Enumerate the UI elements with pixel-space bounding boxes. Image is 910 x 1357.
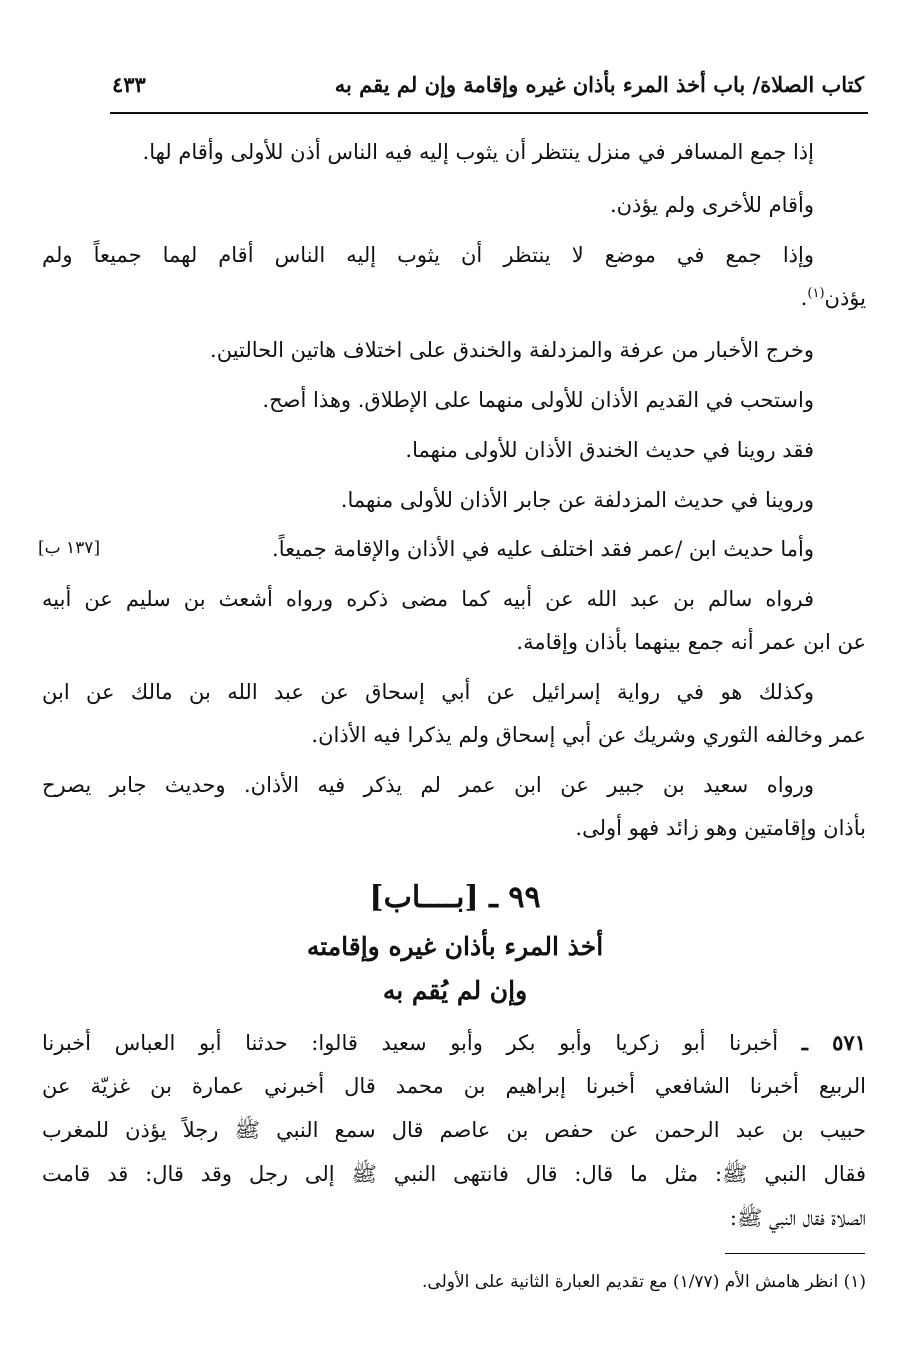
chapter-title: أخذ المرء بأذان غيره وإقامته — [306, 932, 604, 961]
chapter-subtitle: وإن لم يُقم به — [382, 976, 528, 1005]
paragraph-line: عمر وخالفه الثوري وشريك عن أبي إسحاق ولم يذكرا فيه الأذان. — [311, 723, 866, 747]
hadith-text: أخبرنا أبو زكريا وأبو بكر وأبو سعيد قالوا: حدثنا أبو العباس أخبرنا — [42, 1031, 779, 1055]
footnote: (١) انظر هامش الأم (١/٧٧) مع تقديم العبارة الثانية على الأولى. — [422, 1272, 866, 1292]
hadith-line: الصلاة فقال النبي ﷺ: — [729, 1206, 866, 1230]
paragraph-line: فقد روينا في حديث الخندق الأذان للأولى منهما. — [405, 438, 814, 462]
hadith-line: الربيع أخبرنا الشافعي أخبرنا إبراهيم بن محمد قال أخبرني عمارة بن غزيّة عن — [42, 1074, 866, 1098]
paragraph-line: وإذا جمع في موضع لا ينتظر أن يثوب إليه الناس أقام لهما جميعاً ولم — [42, 243, 814, 267]
hadith-line: فقال النبي ﷺ: مثل ما قال: قال فانتهى النبي ﷺ إلى رجل وقد قال: قد قامت — [42, 1162, 866, 1186]
paragraph-line: وروينا في حديث المزدلفة عن جابر الأذان للأولى منهما. — [340, 488, 814, 512]
running-header-title: كتاب الصلاة/ باب أخذ المرء بأذان غيره وإقامة وإن لم يقم به — [334, 72, 864, 97]
chapter-number: ٩٩ ـ [بــــاب] — [369, 880, 541, 915]
manuscript-folio-ref: [١٣٧ ب] — [38, 538, 101, 558]
paragraph-line: وخرج الأخبار من عرفة والمزدلفة والخندق على اختلاف هاتين الحالتين. — [210, 338, 814, 362]
paragraph-line: فرواه سالم بن عبد الله عن أبيه كما مضى ذكره ورواه أشعث بن سليم عن أبيه — [42, 587, 814, 611]
paragraph-line — [801, 286, 866, 311]
footnote-divider — [725, 1253, 865, 1254]
paragraph-line: وأما حديث ابن /عمر فقد اختلف عليه في الأذان والإقامة جميعاً. — [272, 537, 814, 561]
hadith-number: ٥٧١ ـ — [801, 1030, 866, 1055]
running-header — [112, 70, 864, 106]
paragraph-line: ورواه سعيد بن جبير عن ابن عمر لم يذكر فيه الأذان. وحديث جابر يصرح — [42, 773, 814, 797]
hadith-line: حبيب بن عبد الرحمن عن حفص بن عاصم قال سمع النبي ﷺ رجلاً يؤذن للمغرب — [42, 1118, 866, 1142]
paragraph-text: . — [800, 286, 808, 310]
paragraph-line: وأقام للأخرى ولم يؤذن. — [609, 193, 814, 217]
page-number: ٤٣٣ — [112, 72, 146, 97]
paragraph-line: عن ابن عمر أنه جمع بينهما بأذان وإقامة. — [516, 630, 866, 654]
paragraph-line: واستحب في القديم الأذان للأولى منهما على الإطلاق. وهذا أصح. — [262, 388, 814, 412]
paragraph-line: وكذلك هو في رواية إسرائيل عن أبي إسحاق عن عبد الله بن مالك عن ابن — [42, 680, 814, 704]
footnote-marker: (١) — [807, 286, 825, 301]
header-divider — [110, 112, 868, 114]
paragraph-line: بأذان وإقامتين وهو زائد فهو أولى. — [575, 816, 866, 840]
paragraph-line: إذا جمع المسافر في منزل ينتظر أن يثوب إليه فيه الناس أذن للأولى وأقام لها. — [142, 140, 814, 164]
hadith-line — [42, 1030, 866, 1056]
paragraph-text: يؤذن — [824, 286, 866, 310]
